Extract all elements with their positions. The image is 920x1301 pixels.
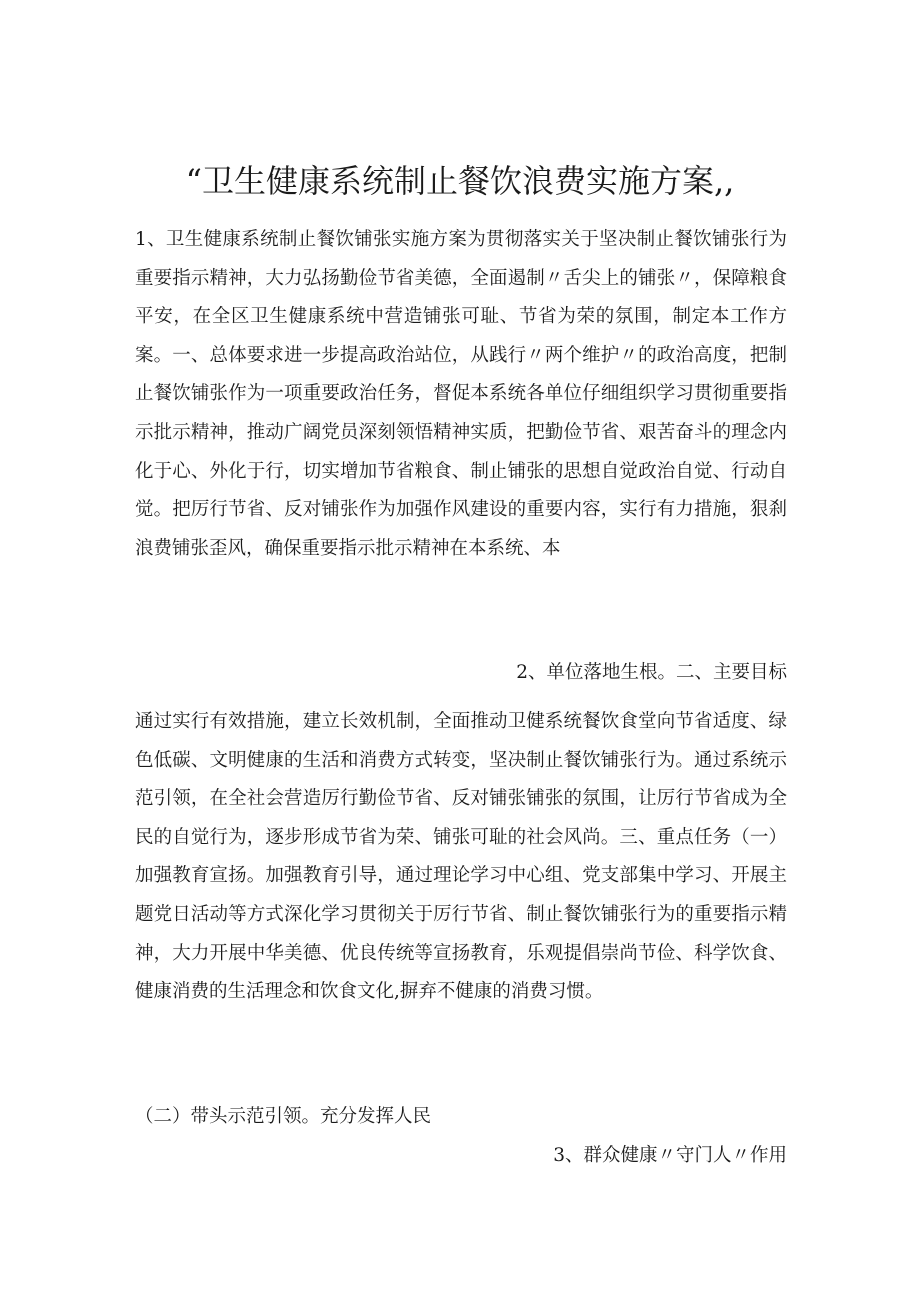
paragraph-2: 2、单位落地生根。二、主要目标 <box>516 662 787 683</box>
paragraph-1: 1、卫生健康系统制止餐饮铺张实施方案为贯彻落实关于坚决制止餐饮铺张行为重要指示精神，大力弘扬勤俭节省美德，全面遏制〃舌尖上的铺张〃，保障粮食平安，在全区卫生健康系统中营造铺张可耻、节省为荣的氛围，制定本工作方案。一、总体要求进一步提高政治站位，从践行〃两个维护〃的政治高度，把制止餐饮铺张作为一项重要政治任务，督促本系统各单位仔细组织学习贯彻重要指示批示精神，推动广阔党员深刻领悟精神实质，把勤俭节省、艰苦奋斗的理念内化于心、外化于行，切实增加节省粮食、制止铺张的思想自觉政治自觉、行动自觉。把厉行节省、反对铺张作为加强作风建设的重要内容，实行有力措施，狠刹浪费铺张歪风，确保重要指示批示精神在本系统、本 <box>135 229 787 559</box>
paragraph-5: 3、群众健康〃守门人〃作用 <box>553 1145 787 1166</box>
paragraph-4: （二）带头示范引领。充分发挥人民 <box>135 1106 432 1127</box>
paragraph-3: 通过实行有效措施，建立长效机制，全面推动卫健系统餐饮食堂向节省适度、绿色低碳、文明健康的生活和消费方式转变，坚决制止餐饮铺张行为。通过系统示范引领，在全社会营造厉行勤俭节省、反对铺张铺张的氛围，让厉行节省成为全民的自觉行为，逐步形成节省为荣、铺张可耻的社会风尚。三、重点任务（一）加强教育宣扬。加强教育引导，通过理论学习中心组、党支部集中学习、开展主题党日活动等方式深化学习贯彻关于厉行节省、制止餐饮铺张行为的重要指示精神，大力开展中华美德、优良传统等宣扬教育，乐观提倡崇尚节俭、科学饮食、健康消费的生活理念和饮食文化,摒弃不健康的消费习惯。 <box>135 711 787 1003</box>
document-title: “卫生健康系统制止餐饮浪费实施方案,, <box>185 162 735 201</box>
